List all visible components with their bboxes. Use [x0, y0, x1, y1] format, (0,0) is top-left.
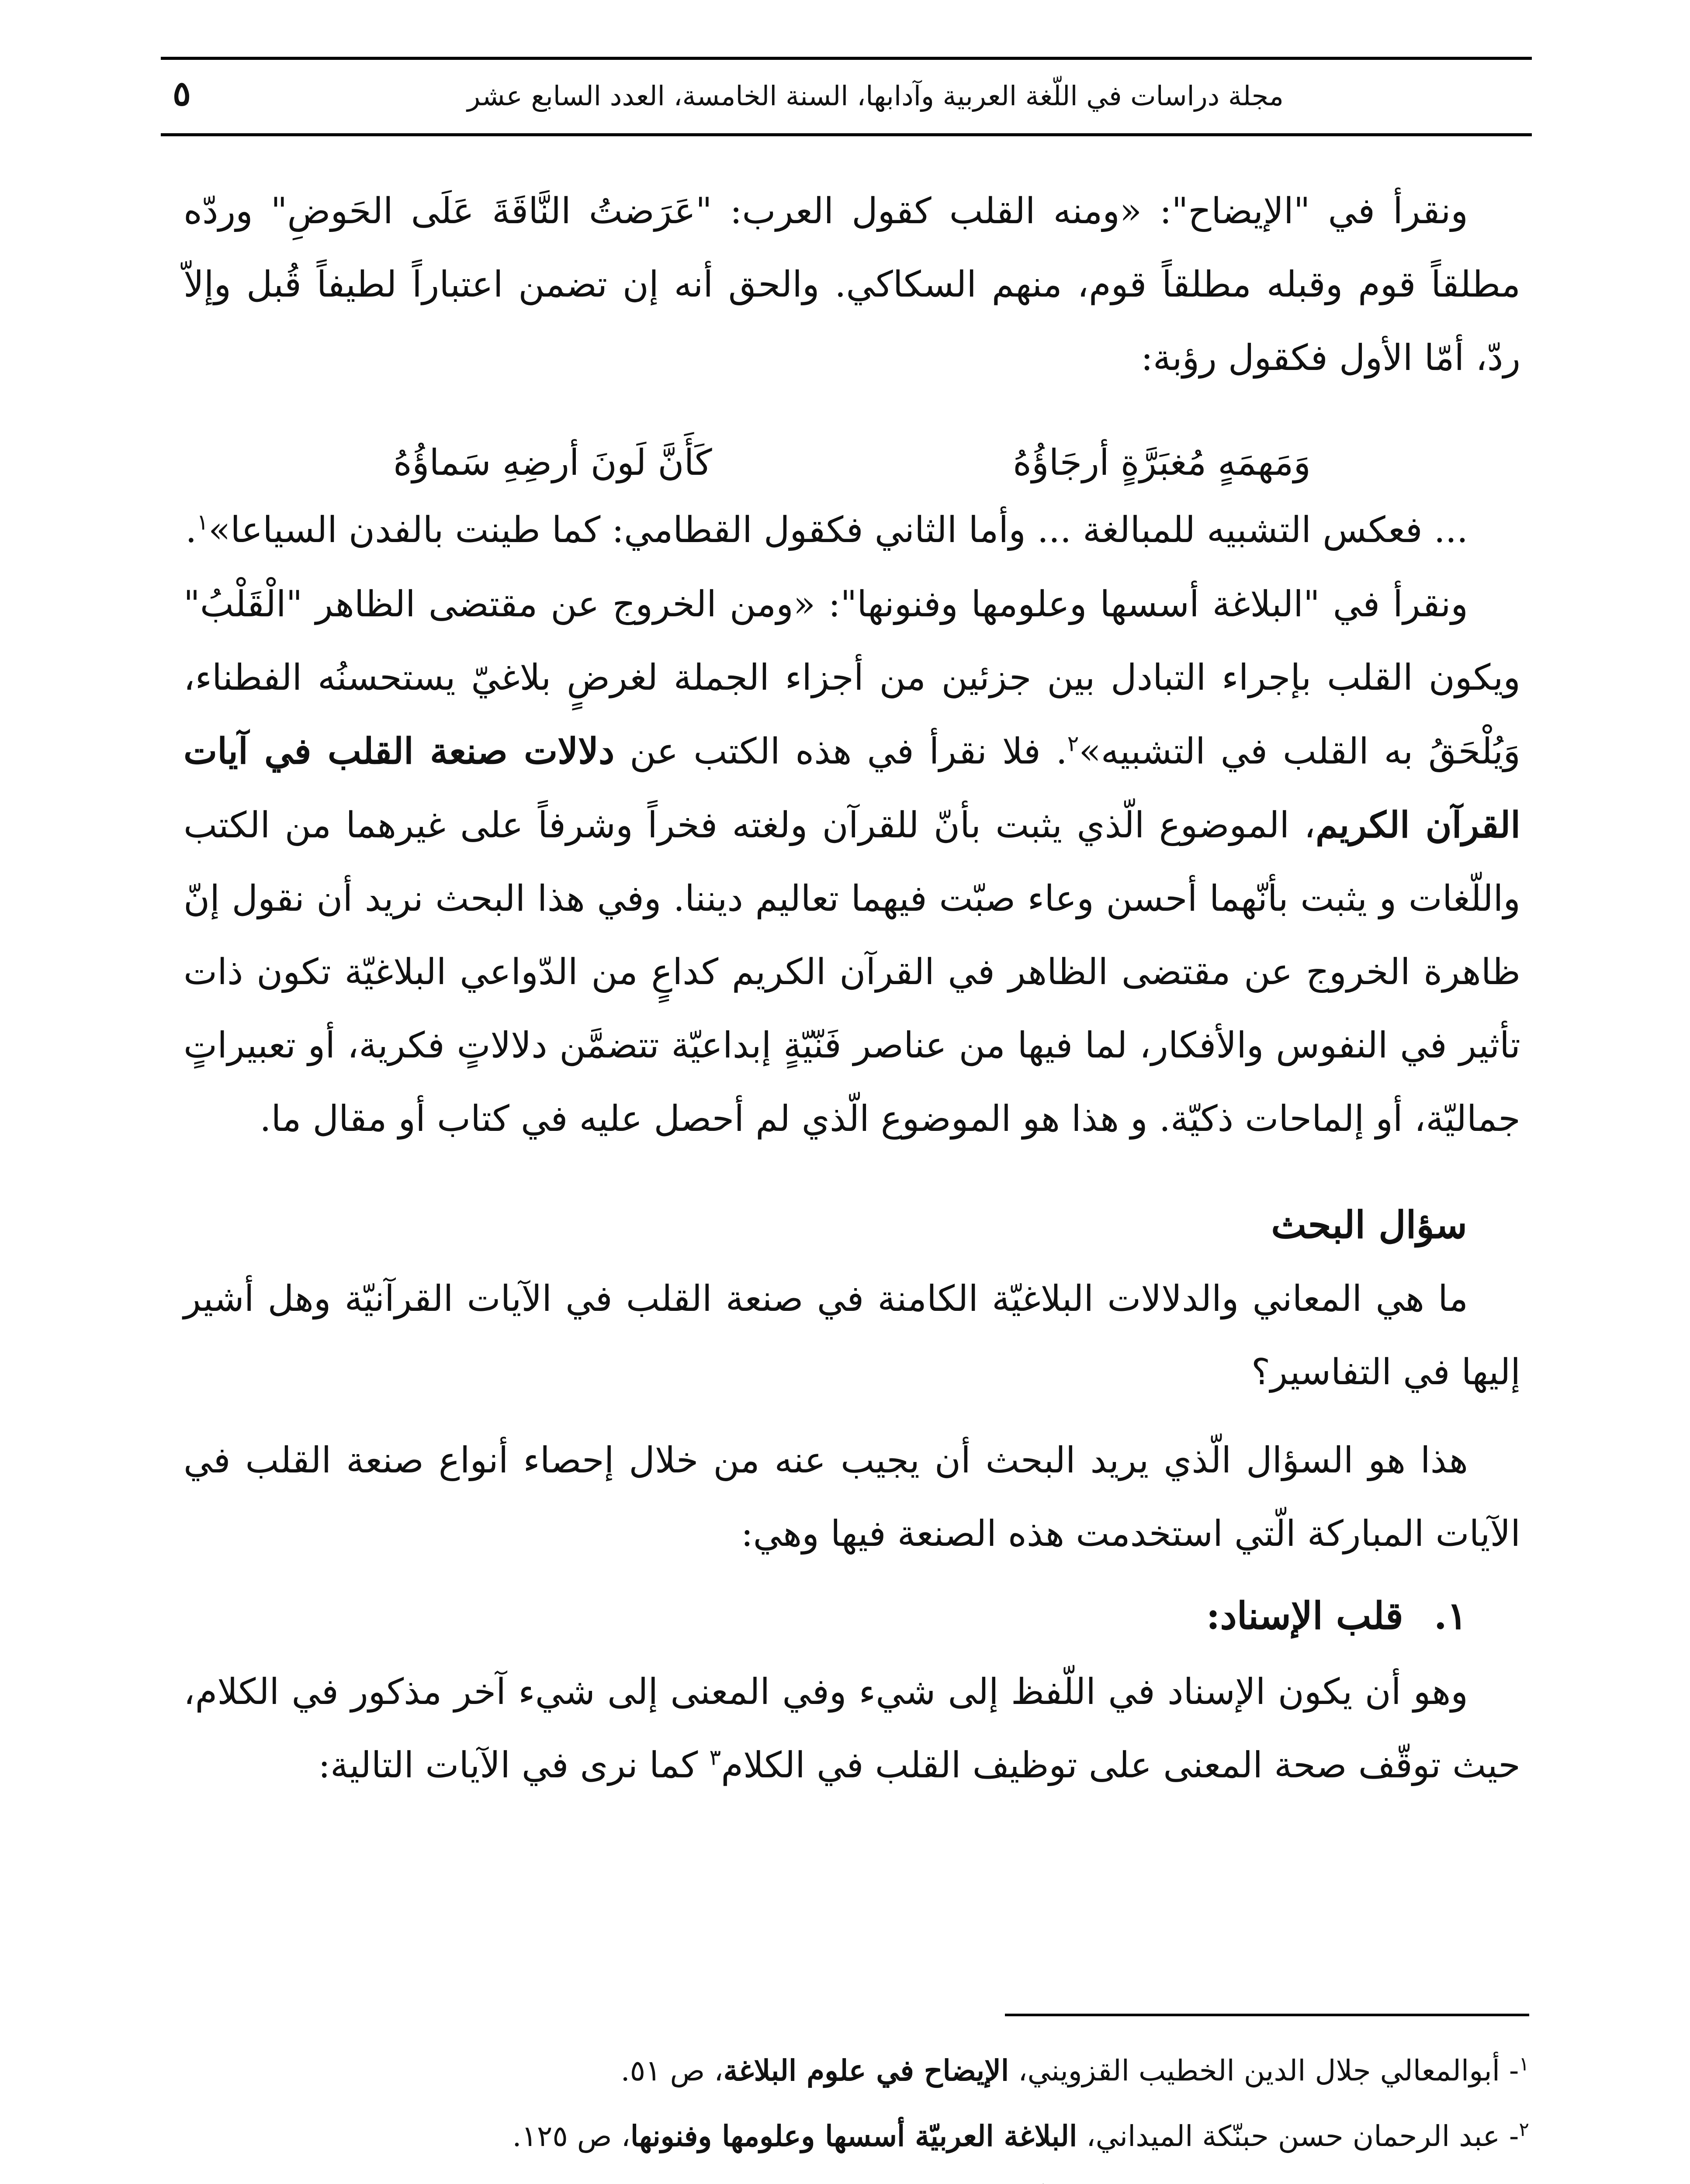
paragraph-balagha-part3: ، الموضوع الّذي يثبت بأنّ للقرآن ولغته فخراً وشرفاً على غيرهما من الكتب واللّغات و يثبت بأنّهما أحسن وعاء صبّت فيهما تعاليم ديننا. وفي هذا البحث نريد أن نقول إنّ ظاهرة الخروج عن مقتضى الظاهر في القرآن الكريم كداعٍ من الدّواعي البلاغيّة تكون ذات تأثير في النفوس والأفكار، لما فيها من عناصر فَنّيّةٍ إبداعيّة تتضمَّن دلالاتٍ فكرية، أو تعبيراتٍ جماليّة، أو إلماحات ذكيّة. و هذا هو الموضوع الّذي لم أحصل عليه في كتاب أو مقال ما.	[184, 805, 1520, 1140]
paragraph-balagha-part2: . فلا نقرأ في هذه الكتب عن	[614, 731, 1067, 772]
footnote-separator	[1005, 2014, 1529, 2016]
paragraph-method-text: هذا هو السؤال الّذي يريد البحث أن يجيب عنه من خلال إحصاء أنواع صنعة القلب في الآيات المباركة الّتي استخدمت هذه الصنعة فيها وهي:	[184, 1440, 1520, 1555]
paragraph-qutami	[184, 494, 1520, 567]
footnote-1	[621, 2046, 1529, 2095]
footnote-ref-1[interactable]: ١	[197, 509, 209, 535]
paragraph-isnad-text	[184, 1655, 1520, 1802]
footnote-2-number: ٢	[1519, 2118, 1529, 2141]
paragraph-question	[184, 1262, 1520, 1409]
verse-hemistich-first: وَمَهمَهٍ مُغبَرَّةٍ أرجَاؤُهُ	[1013, 442, 1311, 484]
verse-hemistich-second: كَأَنَّ لَونَ أرضِهِ سَماؤُهُ	[393, 442, 712, 484]
footnote-ref-3[interactable]: ٣	[709, 1745, 721, 1770]
header-bottom-rule	[161, 133, 1532, 136]
footnote-2	[512, 2112, 1529, 2160]
paragraph-idah	[184, 175, 1520, 395]
footnote-2-title: البلاغة العربيّة أسسها وعلومها وفنونها	[630, 2119, 1077, 2153]
paragraph-balagha-part1: ونقرأ في "البلاغة أسسها وعلومها وفنونها": «ومن الخروج عن مقتضى الظاهر "الْقَلْبُ" ويكون القلب بإجراء التبادل بين جزئين من أجزاء الجملة لغرضٍ بلاغيّ يستحسنُه الفطناء، وَيُلْحَقُ به القلب في التشبيه»	[184, 584, 1520, 772]
paragraph-balagha-text	[184, 568, 1520, 1156]
footnote-1-page: ، ص ٥١.	[620, 2054, 724, 2087]
footnote-3	[866, 2177, 1529, 2184]
paragraph-method	[184, 1424, 1520, 1571]
header-top-rule	[161, 57, 1532, 60]
paragraph-isnad-part1: وهو أن يكون الإسناد في اللّفظ إلى شيء وفي المعنى إلى شيء آخر مذكور في الكلام، حيث توقّف صحة المعنى على توظيف القلب في الكلام	[184, 1671, 1520, 1786]
paragraph-qutami-body: ... فعكس التشبيه للمبالغة ... وأما الثاني فكقول القطامي: كما طينت بالفدن السياعا»	[208, 509, 1468, 551]
poetry-verse	[393, 432, 1311, 494]
paragraph-qutami-text: ... فعكس التشبيه للمبالغة ... وأما الثاني فكقول القطامي: كما طينت بالفدن السياعا»$^١$.	[185, 509, 1468, 551]
paragraph-isnad-part2: كما نرى في الآيات التالية:	[318, 1745, 710, 1786]
footnote-2-page: ، ص ١٢٥.	[512, 2119, 630, 2153]
journal-header-title: مجلة دراسات في اللّغة العربية وآدابها، السنة الخامسة، العدد السابع عشر	[467, 80, 1284, 112]
footnote-2-author: - عبد الرحمان حسن حبنّكة الميداني،	[1077, 2119, 1519, 2153]
paragraph-isnad	[184, 1655, 1520, 1802]
footnote-1-number: ١	[1519, 2053, 1529, 2075]
research-topic-bold: دلالات صنعة القلب في آيات القرآن الكريم	[184, 730, 1520, 846]
paragraph-question-text: ما هي المعاني والدلالات البلاغيّة الكامنة في صنعة القلب في الآيات القرآنيّة وهل أشير إليها في التفاسير؟	[184, 1278, 1520, 1393]
footnote-1-title: الإيضاح في علوم البلاغة	[723, 2053, 1009, 2087]
section-heading-research-question: سؤال البحث	[1271, 1203, 1467, 1247]
section-number: ١.	[1434, 1594, 1467, 1638]
footnote-1-author: - أبوالمعالي جلال الدين الخطيب القزويني،	[1009, 2054, 1519, 2087]
section-heading-qalb-isnad	[1206, 1583, 1467, 1649]
paragraph-idah-text: ونقرأ في "الإيضاح": «ومنه القلب كقول العرب: "عَرَضتُ النَّاقَةَ عَلَى الحَوضِ" وردّه مطلقاً قوم وقبله مطلقاً قوم، منهم السكاكي. والحق أنه إن تضمن اعتباراً لطيفاً قُبل وإلاّ ردّ، أمّا الأول فكقول رؤبة:	[184, 190, 1520, 379]
footnote-ref-2[interactable]: ٢	[1067, 731, 1079, 757]
section-label: قلب الإسناد:	[1206, 1594, 1403, 1638]
page-number: ٥	[173, 74, 191, 114]
paragraph-balagha	[184, 568, 1520, 1156]
